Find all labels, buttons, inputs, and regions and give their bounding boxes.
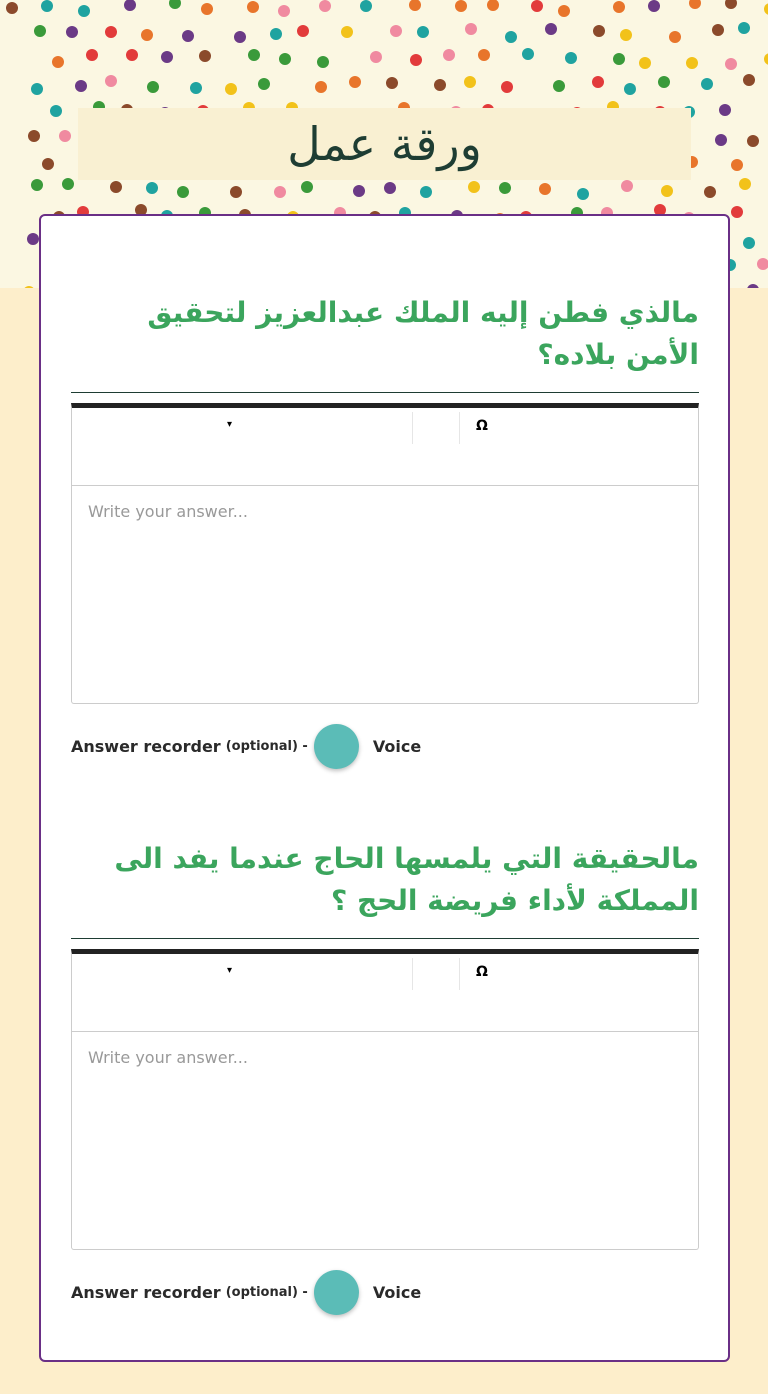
page-title: ورقة عمل xyxy=(287,117,482,171)
question-text: مالذي فطن إليه الملك عبدالعزيز لتحقيق الأمن بلاده؟ xyxy=(147,296,699,371)
confetti-dot xyxy=(319,0,331,12)
confetti-dot xyxy=(639,57,651,69)
confetti-dot xyxy=(613,1,625,13)
confetti-dot xyxy=(739,178,751,190)
confetti-dot xyxy=(701,78,713,90)
confetti-dot xyxy=(41,0,53,12)
confetti-dot xyxy=(230,186,242,198)
confetti-dot xyxy=(317,56,329,68)
confetti-dot xyxy=(146,182,158,194)
record-voice-button[interactable] xyxy=(314,1270,359,1315)
special-characters-button[interactable]: Ω xyxy=(476,418,488,434)
question-text: مالحقيقة التي يلمسها الحاج عندما يفد الى المملكة لأداء فريضة الحج ؟ xyxy=(114,842,699,917)
confetti-dot xyxy=(539,183,551,195)
confetti-dot xyxy=(258,78,270,90)
confetti-dot xyxy=(478,49,490,61)
recorder-label: Answer recorder xyxy=(71,737,221,756)
record-voice-button[interactable] xyxy=(314,724,359,769)
answer-recorder xyxy=(71,724,699,769)
confetti-dot xyxy=(75,80,87,92)
confetti-dot xyxy=(731,159,743,171)
confetti-dot xyxy=(648,0,660,12)
confetti-dot xyxy=(27,233,39,245)
confetti-dot xyxy=(686,57,698,69)
confetti-dot xyxy=(531,0,543,12)
confetti-dot xyxy=(743,237,755,249)
confetti-dot xyxy=(297,25,309,37)
toolbar-separator xyxy=(459,412,460,444)
title-box xyxy=(78,108,691,180)
confetti-dot xyxy=(52,56,64,68)
confetti-dot xyxy=(658,76,670,88)
question-1 xyxy=(71,292,699,769)
confetti-dot xyxy=(278,5,290,17)
confetti-dot xyxy=(6,2,18,14)
confetti-dot xyxy=(370,51,382,63)
confetti-dot xyxy=(417,26,429,38)
confetti-dot xyxy=(725,0,737,9)
confetti-dot xyxy=(593,25,605,37)
confetti-dot xyxy=(443,49,455,61)
recorder-optional: (optional) - xyxy=(225,739,308,754)
confetti-dot xyxy=(712,24,724,36)
confetti-dot xyxy=(50,105,62,117)
toolbar-separator xyxy=(412,958,413,990)
confetti-dot xyxy=(764,53,768,65)
confetti-dot xyxy=(59,130,71,142)
confetti-dot xyxy=(349,76,361,88)
confetti-dot xyxy=(553,80,565,92)
confetti-dot xyxy=(28,130,40,142)
confetti-dot xyxy=(62,178,74,190)
confetti-dot xyxy=(577,188,589,200)
confetti-dot xyxy=(386,77,398,89)
confetti-dot xyxy=(274,186,286,198)
confetti-dot xyxy=(558,5,570,17)
confetti-dot xyxy=(31,179,43,191)
confetti-dot xyxy=(434,79,446,91)
toolbar-separator xyxy=(412,412,413,444)
confetti-dot xyxy=(455,0,467,12)
special-characters-button[interactable]: Ω xyxy=(476,964,488,980)
divider xyxy=(71,392,699,393)
confetti-dot xyxy=(201,3,213,15)
confetti-dot xyxy=(613,53,625,65)
editor-toolbar xyxy=(71,403,699,486)
confetti-dot xyxy=(592,76,604,88)
confetti-dot xyxy=(731,206,743,218)
confetti-dot xyxy=(747,135,759,147)
confetti-dot xyxy=(715,134,727,146)
confetti-dot xyxy=(110,181,122,193)
confetti-dot xyxy=(161,51,173,63)
confetti-dot xyxy=(757,258,768,270)
confetti-dot xyxy=(764,3,768,15)
confetti-dot xyxy=(738,22,750,34)
confetti-dot xyxy=(689,0,701,9)
confetti-dot xyxy=(704,186,716,198)
confetti-dot xyxy=(409,0,421,11)
editor-toolbar xyxy=(71,949,699,1032)
confetti-dot xyxy=(420,186,432,198)
chevron-down-icon[interactable]: ▾ xyxy=(227,419,233,430)
confetti-dot xyxy=(522,48,534,60)
confetti-dot xyxy=(105,75,117,87)
confetti-dot xyxy=(270,28,282,40)
confetti-dot xyxy=(410,54,422,66)
confetti-dot xyxy=(247,1,259,13)
answer-recorder xyxy=(71,1270,699,1315)
confetti-dot xyxy=(545,23,557,35)
confetti-dot xyxy=(465,23,477,35)
confetti-dot xyxy=(505,31,517,43)
confetti-dot xyxy=(501,81,513,93)
confetti-dot xyxy=(182,30,194,42)
answer-input[interactable]: Write your answer... xyxy=(71,486,699,704)
voice-label: Voice xyxy=(372,1283,422,1302)
confetti-dot xyxy=(199,50,211,62)
confetti-dot xyxy=(279,53,291,65)
confetti-dot xyxy=(661,185,673,197)
confetti-dot xyxy=(620,29,632,41)
confetti-dot xyxy=(725,58,737,70)
confetti-dot xyxy=(23,286,35,288)
confetti-dot xyxy=(301,181,313,193)
confetti-dot xyxy=(190,82,202,94)
confetti-dot xyxy=(66,26,78,38)
confetti-dot xyxy=(124,0,136,11)
confetti-dot xyxy=(147,81,159,93)
confetti-dot xyxy=(141,29,153,41)
confetti-dot xyxy=(360,0,372,12)
confetti-dot xyxy=(390,25,402,37)
voice-label: Voice xyxy=(372,737,422,756)
recorder-optional: (optional) - xyxy=(225,1285,308,1300)
question-2 xyxy=(71,838,699,1315)
confetti-dot xyxy=(42,158,54,170)
confetti-dot xyxy=(747,284,759,288)
confetti-dot xyxy=(315,81,327,93)
confetti-dot xyxy=(234,31,246,43)
confetti-dot xyxy=(669,31,681,43)
confetti-dot xyxy=(31,83,43,95)
confetti-dot xyxy=(565,52,577,64)
confetti-dot xyxy=(499,182,511,194)
confetti-dot xyxy=(86,49,98,61)
confetti-dot xyxy=(468,181,480,193)
toolbar-separator xyxy=(459,958,460,990)
confetti-dot xyxy=(624,83,636,95)
confetti-dot xyxy=(225,83,237,95)
confetti-dot xyxy=(126,49,138,61)
confetti-dot xyxy=(464,76,476,88)
confetti-dot xyxy=(353,185,365,197)
worksheet-card xyxy=(39,214,730,1362)
answer-input[interactable]: Write your answer... xyxy=(71,1032,699,1250)
confetti-dot xyxy=(719,104,731,116)
confetti-dot xyxy=(341,26,353,38)
confetti-dot xyxy=(169,0,181,9)
confetti-dot xyxy=(487,0,499,11)
confetti-dot xyxy=(743,74,755,86)
confetti-dot xyxy=(384,182,396,194)
confetti-dot xyxy=(248,49,260,61)
divider xyxy=(71,938,699,939)
confetti-dot xyxy=(621,180,633,192)
confetti-dot xyxy=(78,5,90,17)
recorder-label: Answer recorder xyxy=(71,1283,221,1302)
chevron-down-icon[interactable]: ▾ xyxy=(227,965,233,976)
confetti-dot xyxy=(177,186,189,198)
confetti-dot xyxy=(34,25,46,37)
confetti-dot xyxy=(105,26,117,38)
